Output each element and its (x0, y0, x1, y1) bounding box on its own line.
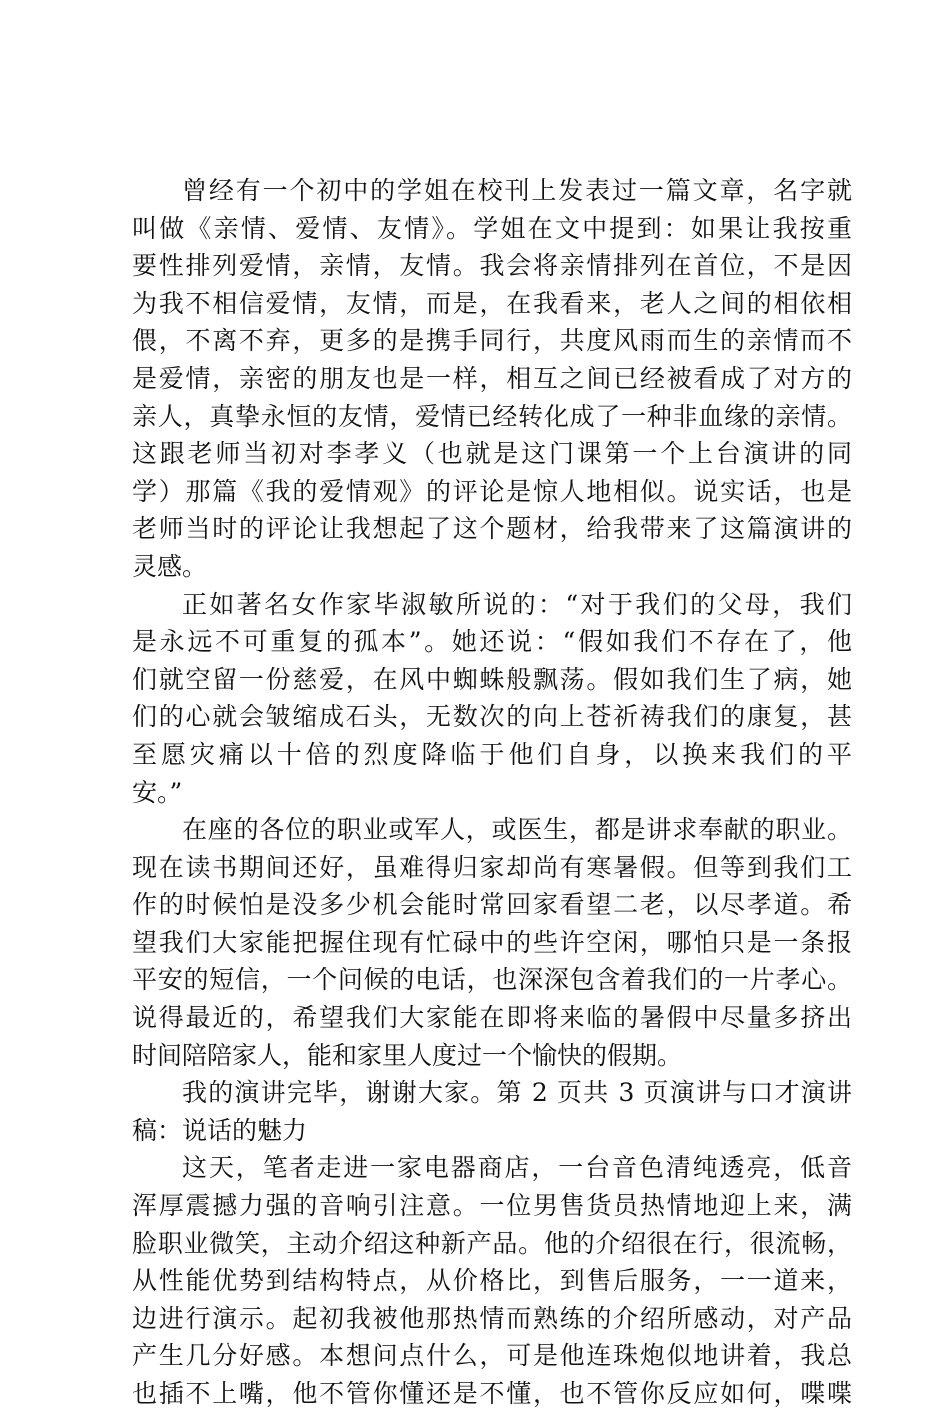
text-line: 老师当时的评论让我想起了这个题材，给我带来了这篇演讲的 (132, 514, 852, 544)
text-line: 们就空留一份慈爱，在风中蜘蛛般飘荡。假如我们生了病，她 (132, 664, 852, 694)
text-line: 说得最近的，希望我们大家能在即将来临的暑假中尽量多挤出 (132, 1003, 852, 1033)
text-line: 望我们大家能把握住现有忙碌中的些许空闲，哪怕只是一条报 (132, 927, 852, 957)
text-line: 偎，不离不弃，更多的是携手同行，共度风雨而生的亲情而不 (132, 326, 852, 356)
document-body (132, 172, 852, 1413)
text-line: 在座的各位的职业或军人，或医生，都是讲求奉献的职业。 (182, 815, 852, 845)
text-line: 脸职业微笑，主动介绍这种新产品。他的介绍很在行，很流畅， (132, 1228, 852, 1258)
text-line: 浑厚震撼力强的音响引注意。一位男售货员热情地迎上来，满 (132, 1191, 852, 1221)
text-line: 们的心就会皱缩成石头，无数次的向上苍祈祷我们的康复，甚 (132, 702, 852, 732)
text-line: 至愿灾痛以十倍的烈度降临于他们自身，以换来我们的平 (132, 739, 852, 769)
text-line: 正如著名女作家毕淑敏所说的：“对于我们的父母，我们 (182, 589, 852, 619)
text-line: 这跟老师当初对李孝义（也就是这门课第一个上台演讲的同 (132, 439, 852, 469)
text-line: 这天，笔者走进一家电器商店，一台音色清纯透亮，低音 (182, 1153, 852, 1183)
text-line: 现在读书期间还好，虽难得归家却尚有寒暑假。但等到我们工 (132, 852, 852, 882)
text-line: 产生几分好感。本想问点什么，可是他连珠炮似地讲着，我总 (132, 1341, 852, 1371)
text-line: 稿：说话的魅力 (132, 1115, 308, 1145)
text-line: 叫做《亲情、爱情、友情》。学姐在文中提到：如果让我按重 (132, 213, 852, 243)
text-line: 也插不上嘴，他不管你懂还是不懂，也不管你反应如何，喋喋 (132, 1379, 852, 1408)
text-line: 学）那篇《我的爱情观》的评论是惊人地相似。说实话，也是 (132, 476, 852, 506)
text-line: 是永远不可重复的孤本”。她还说：“假如我们不存在了，他 (132, 627, 852, 657)
text-line: 曾经有一个初中的学姐在校刊上发表过一篇文章，名字就 (182, 176, 852, 205)
text-line: 从性能优势到结构特点，从价格比，到售后服务，一一道来， (132, 1266, 852, 1296)
text-line: 为我不相信爱情，友情，而是，在我看来，老人之间的相依相 (132, 288, 852, 318)
text-line: 安。” (132, 777, 183, 807)
text-line: 边进行演示。起初我被他那热情而熟练的介绍所感动，对产品 (132, 1303, 852, 1333)
text-line: 我的演讲完毕，谢谢大家。第 2 页共 3 页演讲与口才演讲 (182, 1078, 852, 1108)
text-line: 灵感。 (132, 551, 208, 581)
text-line: 时间陪陪家人，能和家里人度过一个愉快的假期。 (132, 1040, 683, 1070)
text-line: 亲人，真挚永恒的友情，爱情已经转化成了一种非血缘的亲情。 (132, 401, 852, 431)
text-line: 作的时候怕是没多少机会能时常回家看望二老，以尽孝道。希 (132, 890, 852, 920)
text-line: 要性排列爱情，亲情，友情。我会将亲情排列在首位，不是因 (132, 251, 852, 281)
text-line: 平安的短信，一个问候的电话，也深深包含着我们的一片孝心。 (132, 965, 852, 995)
text-line: 是爱情，亲密的朋友也是一样，相互之间已经被看成了对方的 (132, 363, 852, 393)
